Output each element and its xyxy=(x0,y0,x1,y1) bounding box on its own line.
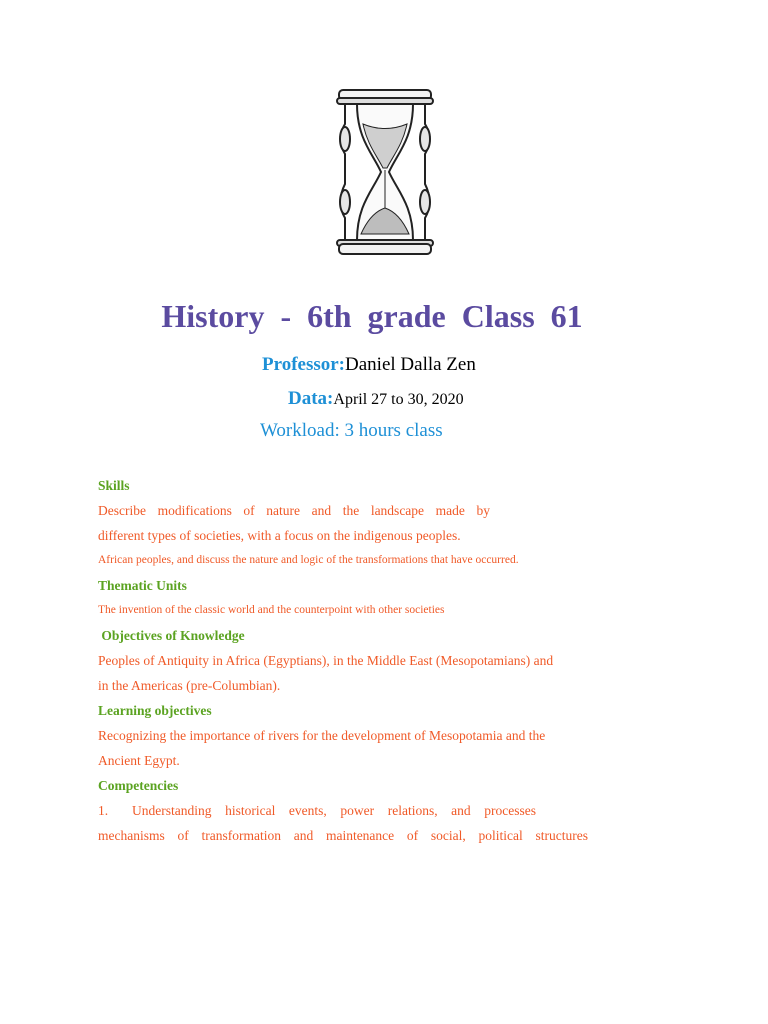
thematic-units-heading: Thematic Units xyxy=(98,578,187,593)
professor-name: Daniel Dalla Zen xyxy=(345,354,476,375)
date-value: April 27 to 30, 2020 xyxy=(333,391,464,408)
professor-label: Professor: xyxy=(262,354,346,375)
learning-objectives-line: Recognizing the importance of rivers for the development of Mesopotamia and the xyxy=(98,728,546,743)
objectives-of-knowledge-line: in the Americas (pre-Columbian). xyxy=(98,678,281,693)
competencies-heading: Competencies xyxy=(98,778,179,793)
skills-heading: Skills xyxy=(98,478,130,493)
page-title: History - 6th grade Class 61 xyxy=(161,298,583,334)
learning-objectives-heading: Learning objectives xyxy=(98,703,212,718)
competency-line: mechanisms of transformation and maintenance of social, political structures xyxy=(98,828,588,843)
skills-line: Describe modifications of nature and the landscape made by xyxy=(98,503,490,518)
thematic-units-line: The invention of the classic world and the counterpoint with other societies xyxy=(98,604,445,616)
learning-objectives-line: Ancient Egypt. xyxy=(98,753,180,768)
objectives-of-knowledge-line: Peoples of Antiquity in Africa (Egyptians), in the Middle East (Mesopotamians) and xyxy=(98,653,554,668)
workload-line: Workload: 3 hours class xyxy=(260,420,443,441)
hourglass-icon xyxy=(333,84,437,260)
competency-number: 1. xyxy=(98,803,109,818)
date-line xyxy=(288,388,464,410)
competency-line: Understanding historical events, power relations, and processes xyxy=(132,803,536,818)
skills-line: different types of societies, with a focus on the indigenous peoples. xyxy=(98,528,461,543)
professor-line xyxy=(262,354,476,376)
skills-line: African peoples, and discuss the nature and logic of the transformations that have occurred. xyxy=(98,554,519,566)
objectives-of-knowledge-heading: Objectives of Knowledge xyxy=(98,628,245,643)
competencies-item xyxy=(98,798,536,823)
document-body xyxy=(98,473,598,848)
date-label: Data: xyxy=(288,388,334,409)
